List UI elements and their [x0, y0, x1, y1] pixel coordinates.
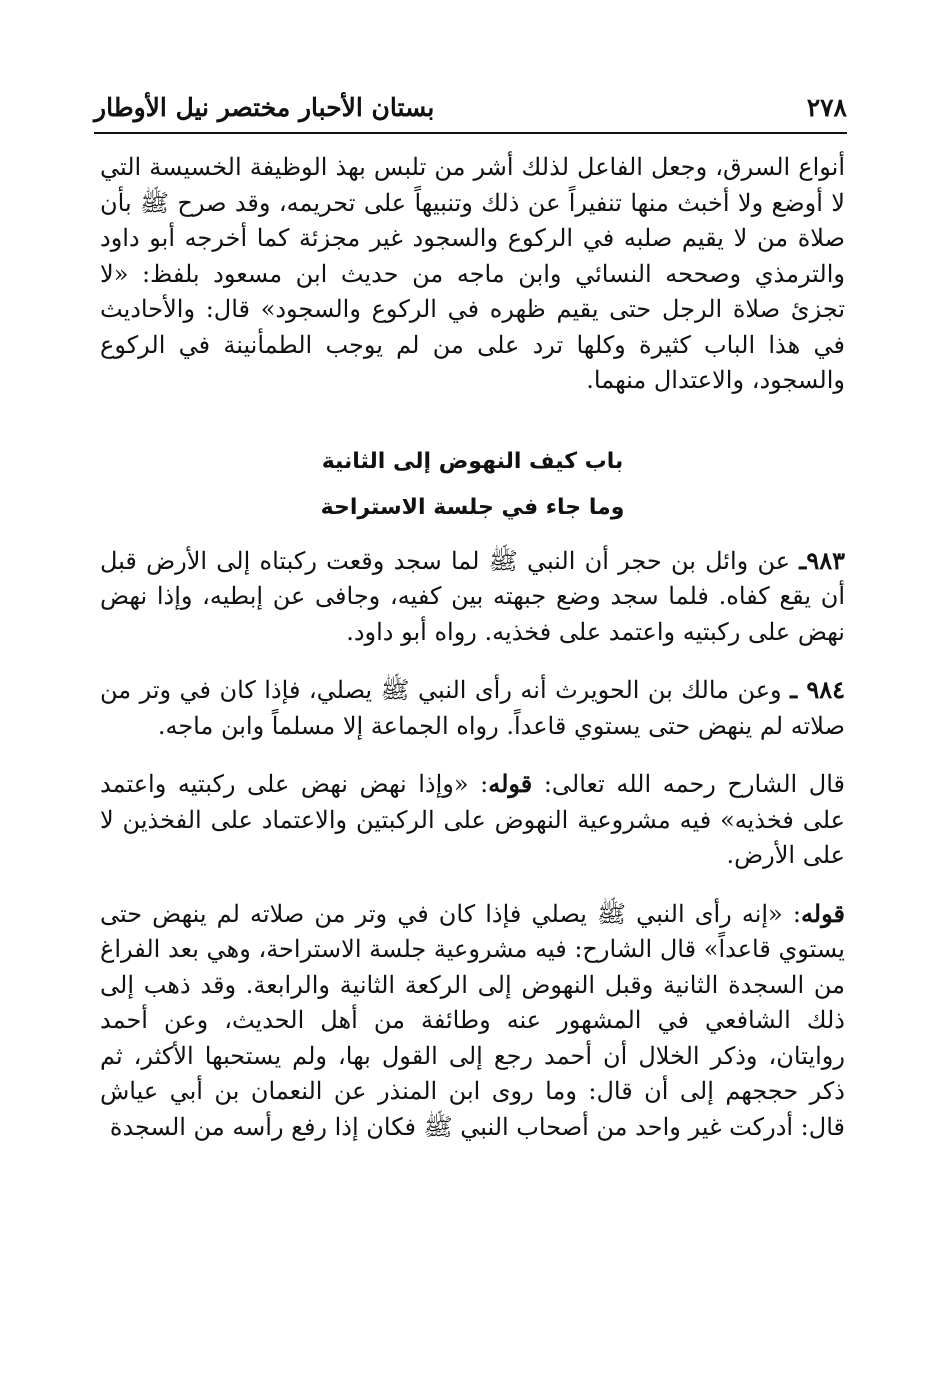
intro-paragraph: أنواع السرق، وجعل الفاعل لذلك أشر من تلبس بهذ الوظيفة الخسيسة التي لا أوضع ولا أخبث منها تنفيراً عن ذلك وتنبيهاً على تحريمه، وقد صرح ﷺ بأن صلاة من لا يقيم صلبه في الركوع والسجود غير مجزئة كما أخرجه أبو داود والترمذي وصححه النسائي وابن ماجه من حديث ابن مسعود بلفظ: «لا تجزئ صلاة الرجل حتى يقيم ظهره في الركوع والسجود» قال: والأحاديث في هذا الباب كثيرة وكلها ترد على من لم يوجب الطمأنينة في الركوع والسجود، والاعتدال منهما. — [100, 153, 845, 394]
commentary-1-text: : «وإذا نهض نهض على ركبتيه واعتمد على فخذيه» فيه مشروعية النهوض على الركبتين والاعتماد على الفخذين لا على الأرض. — [100, 770, 845, 869]
running-title: بستان الأحبار مختصر نيل الأوطار — [94, 93, 435, 122]
commentary-1-lead: قال الشارح رحمه الله تعالى: — [532, 770, 845, 798]
commentary-1-keyword: قوله — [488, 769, 533, 798]
commentary-2 — [100, 896, 845, 1146]
commentary-1 — [100, 766, 845, 874]
page-number: ٢٧٨ — [806, 93, 847, 122]
hadith-983-text: عن وائل بن حجر أن النبي ﷺ لما سجد وقعت ركبتاه إلى الأرض قبل أن يقع كفاه. فلما سجد وضع جبهته بين كفيه، وجافى عن إبطيه، وإذا نهض نهض على ركبتيه واعتمد على فخذيه. رواه أبو داود. — [100, 546, 845, 646]
chapter-title — [100, 439, 845, 531]
hadith-984-text: وعن مالك بن الحويرث أنه رأى النبي ﷺ يصلي، فإذا كان في وتر من صلاته لم ينهض حتى يستوي قاعداً. رواه الجماعة إلا مسلماً وابن ماجه. — [100, 676, 845, 740]
hadith-983-number: ٩٨٣ـ — [799, 545, 845, 575]
hadith-984-number: ٩٨٤ ـ — [790, 675, 845, 704]
header-divider — [94, 132, 847, 134]
page-header — [94, 78, 847, 122]
hadith-983 — [100, 543, 845, 651]
chapter-title-line-2: وما جاء في جلسة الاستراحة — [320, 494, 625, 520]
chapter-title-line-1: باب كيف النهوض إلى الثانية — [321, 448, 624, 474]
hadith-984 — [100, 672, 845, 744]
commentary-2-text: : «إنه رأى النبي ﷺ يصلي فإذا كان في وتر من صلاته لم ينهض حتى يستوي قاعداً» قال الشارح: فيه مشروعية جلسة الاستراحة، وهي بعد الفراغ من السجدة الثانية وقبل النهوض إلى الركعة الثانية والرابعة. وقد ذهب إلى ذلك الشافعي في المشهور عنه وطائفة من أهل الحديث، وعن أحمد روايتان، وذكر الخلال أن أحمد رجع إلى القول بها، ولم يستحبها الأكثر، ثم ذكر حججهم إلى أن قال: وما روى ابن المنذر عن النعمان بن أبي عياش قال: أدركت غير واحد من أصحاب النبي ﷺ فكان إذا رفع رأسه من السجدة — [100, 899, 845, 1141]
commentary-2-keyword: قوله — [800, 898, 845, 928]
page-body — [100, 150, 845, 1145]
